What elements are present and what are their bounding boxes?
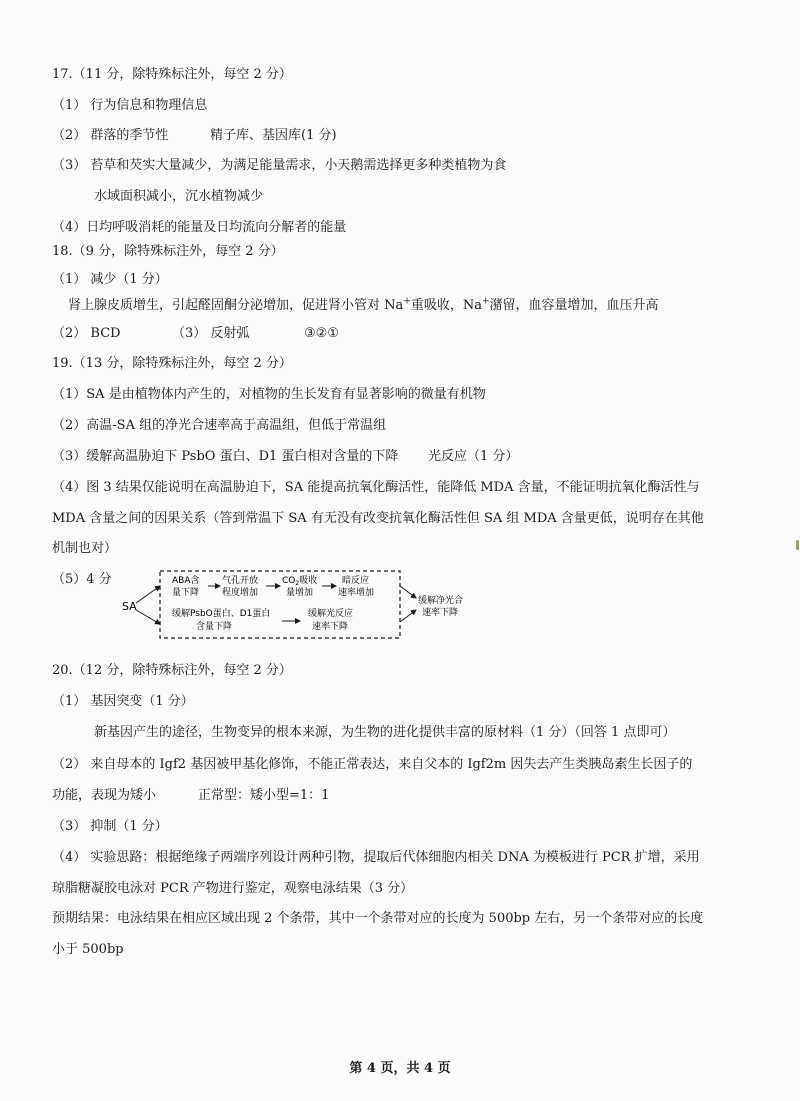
page-footer: 第 4 页，共 4 页 — [349, 1061, 451, 1076]
arrow-sa-bottom — [136, 610, 160, 624]
q17-header: 17.（11 分，除特殊标注外，每空 2 分） — [52, 67, 292, 82]
bottom-node-light-reaction-line1: 缓解光反应 — [308, 609, 354, 619]
q19-answer-5-label: （5）4 分 — [52, 572, 112, 587]
q19-answer-3-right: 光反应（1 分） — [428, 449, 519, 464]
q20-header: 20.（12 分，除特殊标注外，每空 2 分） — [52, 663, 292, 678]
q17-answer-3-line2: 水域面积减小，沉水植物减少 — [94, 189, 264, 204]
arrow-box-top-end — [400, 586, 416, 598]
end-node-line1: 缓解净光合 — [418, 596, 464, 606]
q17-answer-2-left: （2） 群落的季节性 — [52, 128, 169, 143]
top-node-stomata-line2: 程度增加 — [222, 588, 259, 598]
top-node-stomata-line1: 气孔开放 — [222, 576, 259, 586]
q20-answer-1: （1） 基因突变（1 分） — [52, 694, 194, 709]
q20-answer-4-line2: 琼脂糖凝胶电泳对 PCR 产物进行鉴定，观察电泳结果（3 分） — [52, 881, 414, 896]
bottom-node-light-reaction-line2: 速率下降 — [312, 622, 349, 632]
top-node-aba-line1: ABA含 — [172, 576, 200, 586]
q19-answer-4-line3: 机制也对） — [52, 541, 118, 556]
q17-answer-4: （4）日均呼吸消耗的能量及日均流向分解者的能量 — [52, 220, 347, 235]
q19-answer-4-line1: （4）图 3 结果仅能说明在高温胁迫下，SA 能提高抗氧化酶活性，能降低 MDA 含量，不能证明抗氧化酶活性与 — [52, 480, 700, 495]
top-node-co2-line1: $CO_2$吸收 — [282, 576, 318, 587]
scan-smudge — [796, 540, 799, 550]
sa-pathway-diagram — [116, 566, 476, 644]
q19-answer-3-left: （3）缓解高温胁迫下 PsbO 蛋白、D1 蛋白相对含量的下降 — [52, 449, 399, 464]
q20-answer-2-line2-left: 功能，表现为矮小 — [52, 788, 157, 803]
top-node-dark-reaction-line2: 速率增加 — [338, 588, 375, 598]
q20-answer-2-line1: （2） 来自母本的 Igf2 基因被甲基化修饰，不能正常表达，来自父本的 Igf2m 因失去产生类胰岛素生长因子的 — [52, 757, 693, 772]
end-node-line2: 速率下降 — [422, 608, 459, 618]
top-node-co2-line2: 量增加 — [286, 588, 314, 598]
bottom-node-psbo-line2: 含量下降 — [196, 622, 233, 632]
q17-answer-1: （1） 行为信息和物理信息 — [52, 98, 208, 113]
arrow-sa-top — [136, 586, 160, 603]
q17-answer-2-right: 精子库、基因库(1 分) — [210, 128, 337, 143]
arrow-box-bottom-end — [400, 610, 416, 622]
q18-answer-3-order: ③②① — [304, 326, 339, 341]
q19-answer-2: （2）高温-SA 组的净光合速率高于高温组，但低于常温组 — [52, 418, 387, 433]
q19-answer-1: （1）SA 是由植物体内产生的，对植物的生长发育有显著影响的微量有机物 — [52, 387, 486, 402]
q20-prediction-line2: 小于 500bp — [52, 942, 124, 957]
q19-answer-4-line2: MDA 含量之间的因果关系（答到常温下 SA 有无没有改变抗氧化酶活性但 SA 组 MDA 含量更低，说明存在其他 — [52, 511, 704, 526]
q20-answer-3: （3） 抑制（1 分） — [52, 819, 168, 834]
q17-answer-3-line1: （3） 苔草和芡实大量减少，为满足能量需求，小天鹅需选择更多种类植物为食 — [52, 158, 507, 173]
top-node-dark-reaction-line1: 暗反应 — [342, 576, 370, 586]
q18-header: 18.（9 分，除特殊标注外，每空 2 分） — [52, 244, 284, 259]
q20-prediction-line1: 预期结果：电泳结果在相应区域出现 2 个条带，其中一个条带对应的长度为 500bp 左右，另一个条带对应的长度 — [52, 911, 704, 926]
q20-answer-1-detail: 新基因产生的途径，生物变异的根本来源，为生物的进化提供丰富的原材料（1 分）（回答 1 点即可） — [94, 725, 676, 740]
q18-answer-2: （2） BCD — [52, 326, 121, 341]
q18-answer-1: （1） 减少（1 分） — [52, 272, 168, 287]
top-node-aba-line2: 量下降 — [172, 588, 200, 598]
q18-answer-3: （3） 反射弧 — [172, 326, 250, 341]
bottom-node-psbo-line1: 缓解PsbO蛋白、D1蛋白 — [172, 609, 271, 619]
diagram-start-sa: SA — [122, 600, 137, 613]
q19-header: 19.（13 分，除特殊标注外，每空 2 分） — [52, 356, 292, 371]
q20-answer-2-line2-right: 正常型：矮小型=1：1 — [198, 788, 330, 803]
q18-answer-1-detail: 肾上腺皮质增生，引起醛固酮分泌增加，促进肾小管对 Na+重吸收，Na+潴留，血容量增加，血压升高 — [68, 296, 659, 313]
q20-answer-4-line1: （4） 实验思路：根据绝缘子两端序列设计两种引物，提取后代体细胞内相关 DNA 为模板进行 PCR 扩增，采用 — [52, 850, 700, 865]
